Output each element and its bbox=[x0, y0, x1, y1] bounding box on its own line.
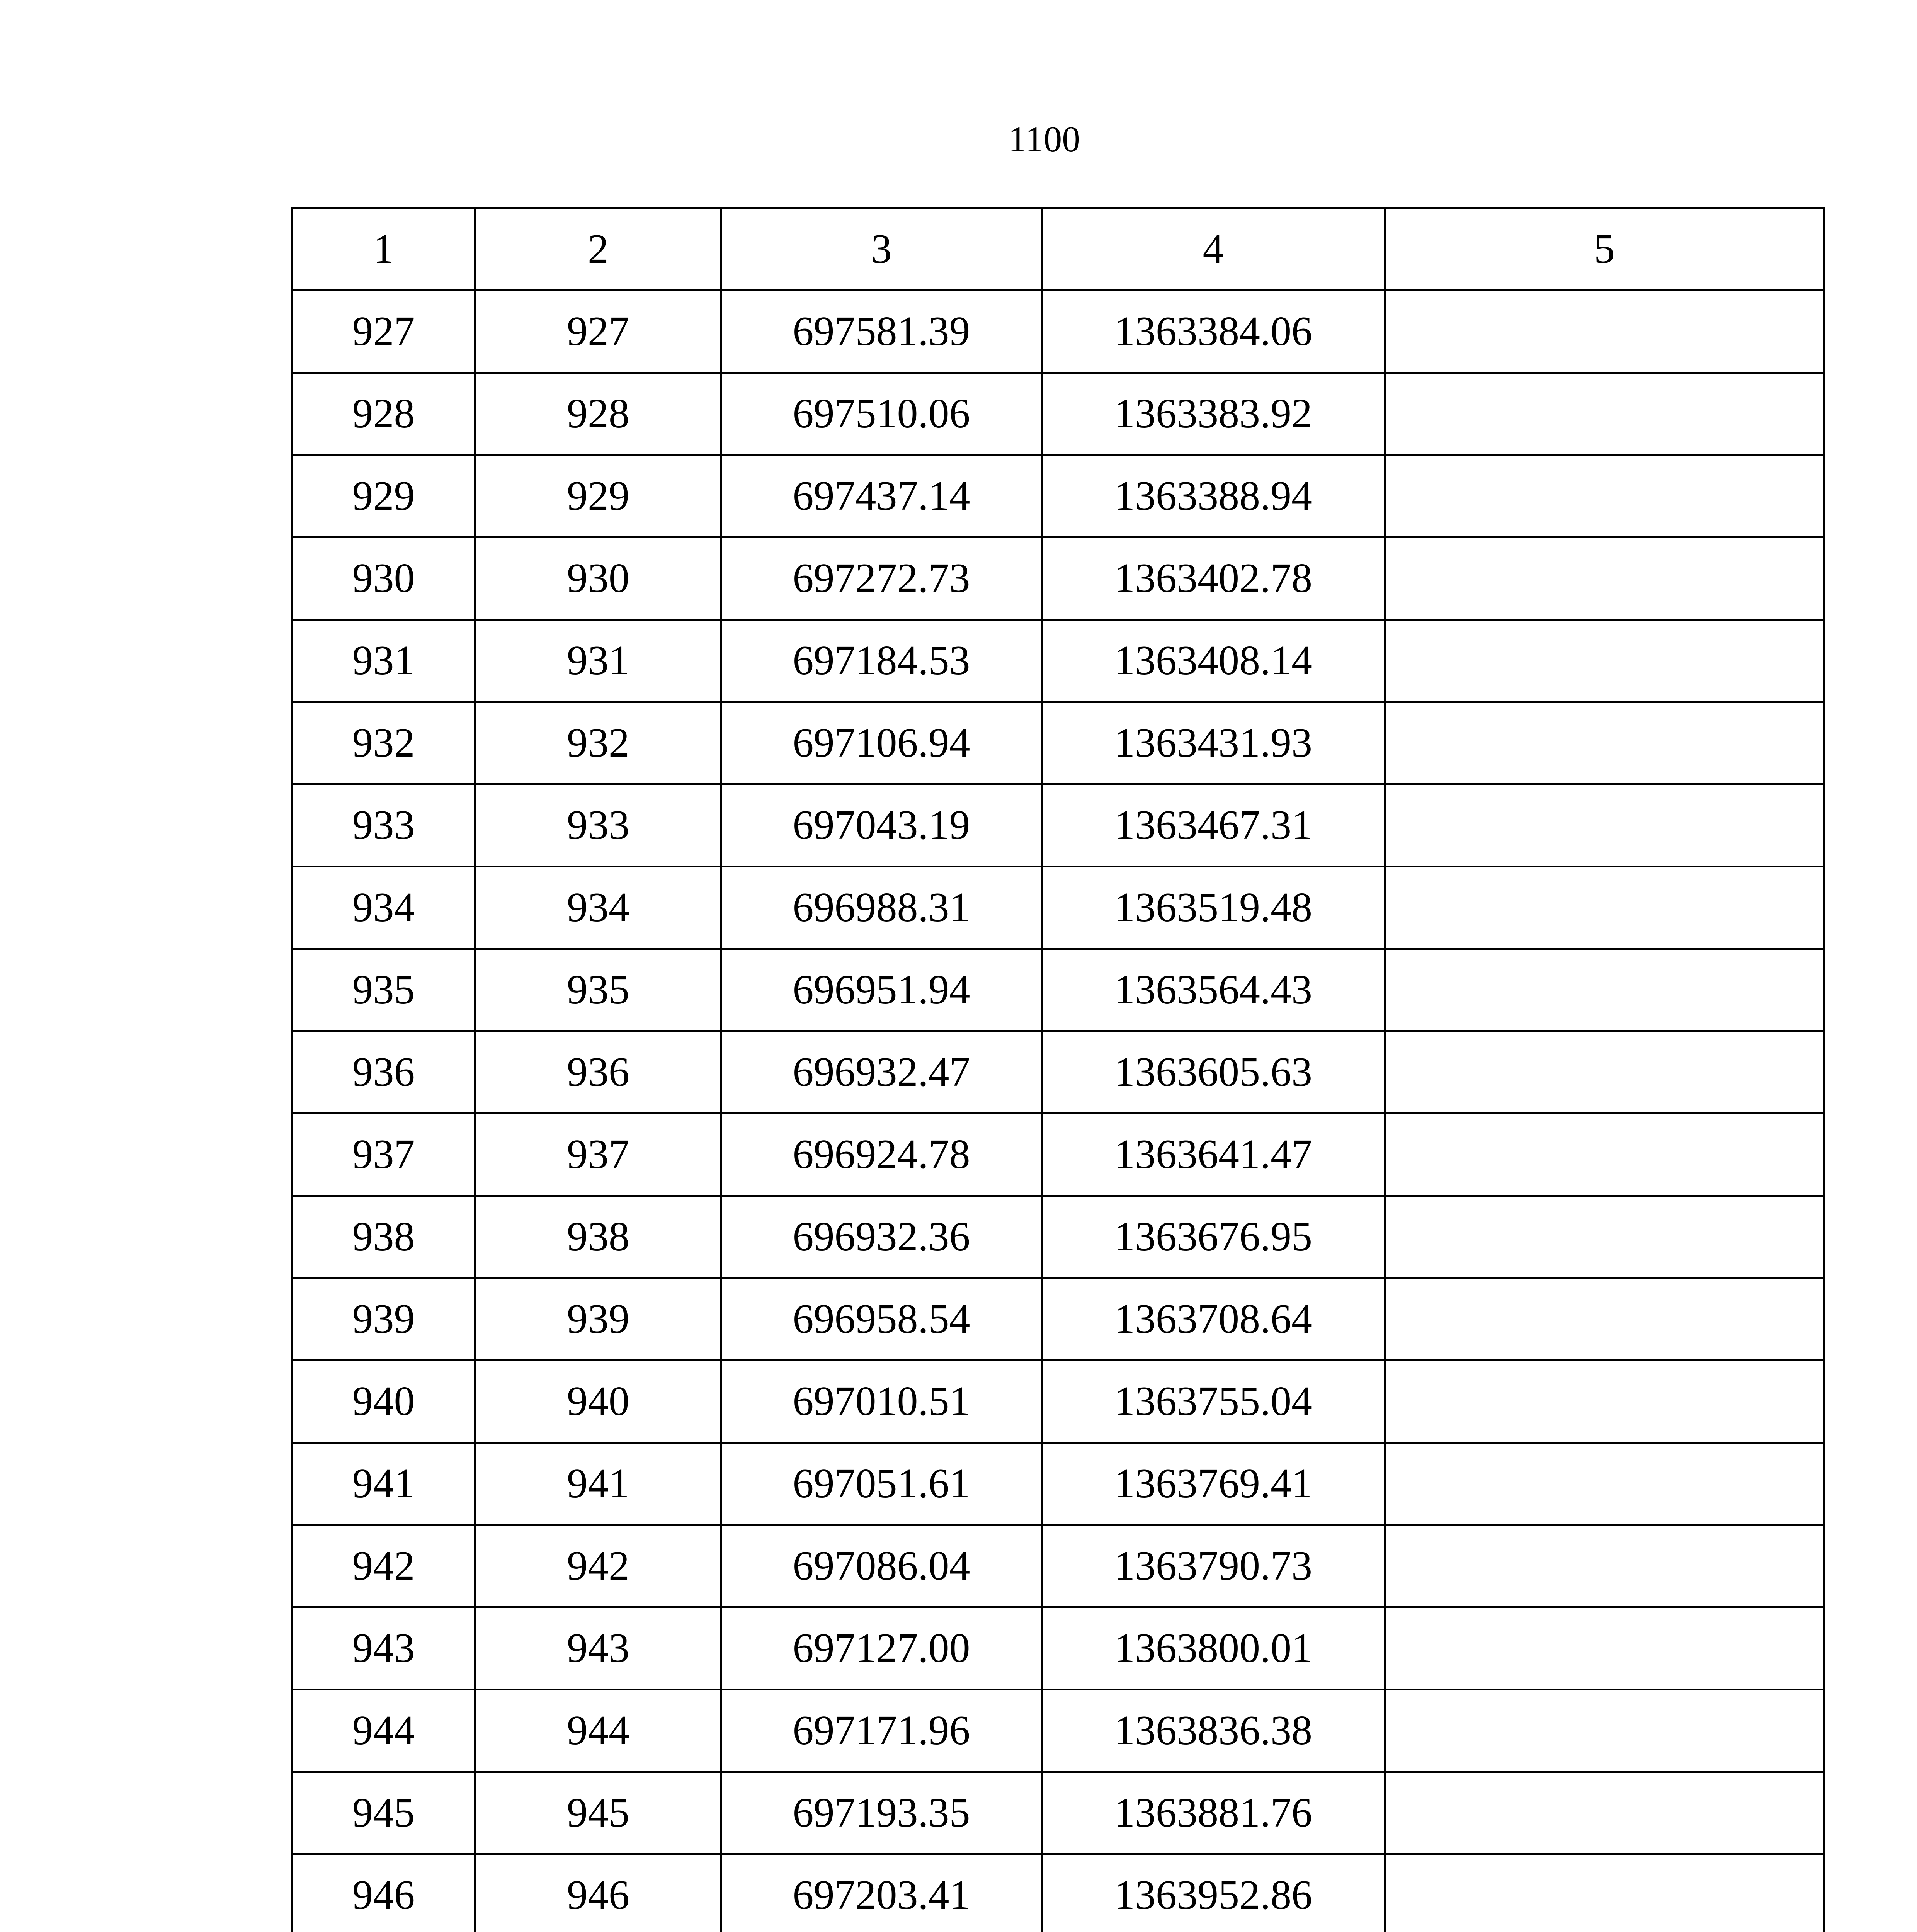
coordinate-x-cell: 697581.39 bbox=[721, 291, 1042, 373]
coordinate-x-cell: 697010.51 bbox=[721, 1361, 1042, 1443]
point-number-cell: 940 bbox=[292, 1361, 475, 1443]
point-id-cell: 932 bbox=[475, 702, 721, 784]
point-id-cell: 938 bbox=[475, 1196, 721, 1278]
table-row bbox=[292, 1031, 1824, 1114]
coordinate-x-cell: 696951.94 bbox=[721, 949, 1042, 1031]
table-row bbox=[292, 1114, 1824, 1196]
coordinate-y-cell: 1363952.86 bbox=[1042, 1854, 1385, 1932]
table-row bbox=[292, 537, 1824, 620]
coordinate-x-cell: 697043.19 bbox=[721, 784, 1042, 867]
table-row bbox=[292, 620, 1824, 702]
coordinate-y-cell: 1363431.93 bbox=[1042, 702, 1385, 784]
coordinate-y-cell: 1363800.01 bbox=[1042, 1607, 1385, 1690]
point-number-cell: 939 bbox=[292, 1278, 475, 1361]
note-cell bbox=[1385, 784, 1824, 867]
coordinates-table bbox=[291, 207, 1825, 1932]
coordinate-y-cell: 1363383.92 bbox=[1042, 373, 1385, 455]
point-number-cell: 941 bbox=[292, 1443, 475, 1525]
coordinate-x-cell: 697203.41 bbox=[721, 1854, 1042, 1932]
point-id-cell: 943 bbox=[475, 1607, 721, 1690]
table-row bbox=[292, 1196, 1824, 1278]
coordinate-y-cell: 1363605.63 bbox=[1042, 1031, 1385, 1114]
table-row bbox=[292, 1361, 1824, 1443]
table-row bbox=[292, 1443, 1824, 1525]
header-cell-5: 5 bbox=[1385, 208, 1824, 291]
table-header-row bbox=[292, 208, 1824, 291]
coordinate-x-cell: 697051.61 bbox=[721, 1443, 1042, 1525]
table-row bbox=[292, 1525, 1824, 1607]
header-cell-4: 4 bbox=[1042, 208, 1385, 291]
note-cell bbox=[1385, 455, 1824, 537]
table-row bbox=[292, 949, 1824, 1031]
point-id-cell: 928 bbox=[475, 373, 721, 455]
note-cell bbox=[1385, 1772, 1824, 1854]
note-cell bbox=[1385, 1196, 1824, 1278]
coordinate-x-cell: 697171.96 bbox=[721, 1690, 1042, 1772]
coordinate-x-cell: 697437.14 bbox=[721, 455, 1042, 537]
coordinate-x-cell: 697086.04 bbox=[721, 1525, 1042, 1607]
point-number-cell: 935 bbox=[292, 949, 475, 1031]
note-cell bbox=[1385, 373, 1824, 455]
point-number-cell: 934 bbox=[292, 867, 475, 949]
point-number-cell: 945 bbox=[292, 1772, 475, 1854]
table-row bbox=[292, 1690, 1824, 1772]
table-row bbox=[292, 867, 1824, 949]
page-number: 1100 bbox=[1008, 119, 1080, 160]
coordinate-y-cell: 1363641.47 bbox=[1042, 1114, 1385, 1196]
point-id-cell: 942 bbox=[475, 1525, 721, 1607]
point-number-cell: 930 bbox=[292, 537, 475, 620]
table-row bbox=[292, 784, 1824, 867]
coordinate-x-cell: 697272.73 bbox=[721, 537, 1042, 620]
note-cell bbox=[1385, 949, 1824, 1031]
point-id-cell: 944 bbox=[475, 1690, 721, 1772]
coordinate-x-cell: 697184.53 bbox=[721, 620, 1042, 702]
point-id-cell: 946 bbox=[475, 1854, 721, 1932]
table-row bbox=[292, 1278, 1824, 1361]
point-id-cell: 929 bbox=[475, 455, 721, 537]
table-row bbox=[292, 373, 1824, 455]
table-body bbox=[292, 208, 1824, 1932]
coordinate-y-cell: 1363408.14 bbox=[1042, 620, 1385, 702]
coordinate-y-cell: 1363564.43 bbox=[1042, 949, 1385, 1031]
coordinate-y-cell: 1363676.95 bbox=[1042, 1196, 1385, 1278]
point-number-cell: 931 bbox=[292, 620, 475, 702]
coordinate-y-cell: 1363708.64 bbox=[1042, 1278, 1385, 1361]
point-number-cell: 942 bbox=[292, 1525, 475, 1607]
coordinate-y-cell: 1363881.76 bbox=[1042, 1772, 1385, 1854]
table-row bbox=[292, 291, 1824, 373]
point-id-cell: 931 bbox=[475, 620, 721, 702]
note-cell bbox=[1385, 1690, 1824, 1772]
note-cell bbox=[1385, 1361, 1824, 1443]
coordinate-x-cell: 696932.47 bbox=[721, 1031, 1042, 1114]
point-id-cell: 936 bbox=[475, 1031, 721, 1114]
note-cell bbox=[1385, 620, 1824, 702]
point-number-cell: 937 bbox=[292, 1114, 475, 1196]
point-id-cell: 934 bbox=[475, 867, 721, 949]
point-number-cell: 938 bbox=[292, 1196, 475, 1278]
coordinate-x-cell: 696932.36 bbox=[721, 1196, 1042, 1278]
coordinate-x-cell: 697106.94 bbox=[721, 702, 1042, 784]
table-row bbox=[292, 702, 1824, 784]
note-cell bbox=[1385, 1607, 1824, 1690]
point-number-cell: 932 bbox=[292, 702, 475, 784]
coordinate-y-cell: 1363755.04 bbox=[1042, 1361, 1385, 1443]
note-cell bbox=[1385, 291, 1824, 373]
coordinate-y-cell: 1363467.31 bbox=[1042, 784, 1385, 867]
coordinate-y-cell: 1363769.41 bbox=[1042, 1443, 1385, 1525]
point-number-cell: 943 bbox=[292, 1607, 475, 1690]
note-cell bbox=[1385, 1114, 1824, 1196]
coordinate-x-cell: 696958.54 bbox=[721, 1278, 1042, 1361]
note-cell bbox=[1385, 1278, 1824, 1361]
note-cell bbox=[1385, 1525, 1824, 1607]
coordinate-y-cell: 1363519.48 bbox=[1042, 867, 1385, 949]
note-cell bbox=[1385, 1854, 1824, 1932]
point-id-cell: 937 bbox=[475, 1114, 721, 1196]
table-row bbox=[292, 1854, 1824, 1932]
point-id-cell: 930 bbox=[475, 537, 721, 620]
coordinate-x-cell: 696924.78 bbox=[721, 1114, 1042, 1196]
table-row bbox=[292, 455, 1824, 537]
point-number-cell: 928 bbox=[292, 373, 475, 455]
point-number-cell: 946 bbox=[292, 1854, 475, 1932]
note-cell bbox=[1385, 1443, 1824, 1525]
header-cell-3: 3 bbox=[721, 208, 1042, 291]
table-row bbox=[292, 1772, 1824, 1854]
point-id-cell: 935 bbox=[475, 949, 721, 1031]
coordinate-y-cell: 1363402.78 bbox=[1042, 537, 1385, 620]
point-number-cell: 929 bbox=[292, 455, 475, 537]
coordinate-y-cell: 1363836.38 bbox=[1042, 1690, 1385, 1772]
point-number-cell: 933 bbox=[292, 784, 475, 867]
point-id-cell: 927 bbox=[475, 291, 721, 373]
point-number-cell: 936 bbox=[292, 1031, 475, 1114]
note-cell bbox=[1385, 702, 1824, 784]
note-cell bbox=[1385, 1031, 1824, 1114]
point-id-cell: 941 bbox=[475, 1443, 721, 1525]
point-number-cell: 944 bbox=[292, 1690, 475, 1772]
coordinate-y-cell: 1363790.73 bbox=[1042, 1525, 1385, 1607]
point-number-cell: 927 bbox=[292, 291, 475, 373]
note-cell bbox=[1385, 537, 1824, 620]
point-id-cell: 940 bbox=[475, 1361, 721, 1443]
point-id-cell: 933 bbox=[475, 784, 721, 867]
point-id-cell: 939 bbox=[475, 1278, 721, 1361]
note-cell bbox=[1385, 867, 1824, 949]
coordinate-x-cell: 697510.06 bbox=[721, 373, 1042, 455]
table-row bbox=[292, 1607, 1824, 1690]
coordinate-x-cell: 697127.00 bbox=[721, 1607, 1042, 1690]
coordinate-y-cell: 1363388.94 bbox=[1042, 455, 1385, 537]
coordinate-x-cell: 696988.31 bbox=[721, 867, 1042, 949]
header-cell-2: 2 bbox=[475, 208, 721, 291]
point-id-cell: 945 bbox=[475, 1772, 721, 1854]
coordinate-y-cell: 1363384.06 bbox=[1042, 291, 1385, 373]
header-cell-1: 1 bbox=[292, 208, 475, 291]
coordinate-x-cell: 697193.35 bbox=[721, 1772, 1042, 1854]
